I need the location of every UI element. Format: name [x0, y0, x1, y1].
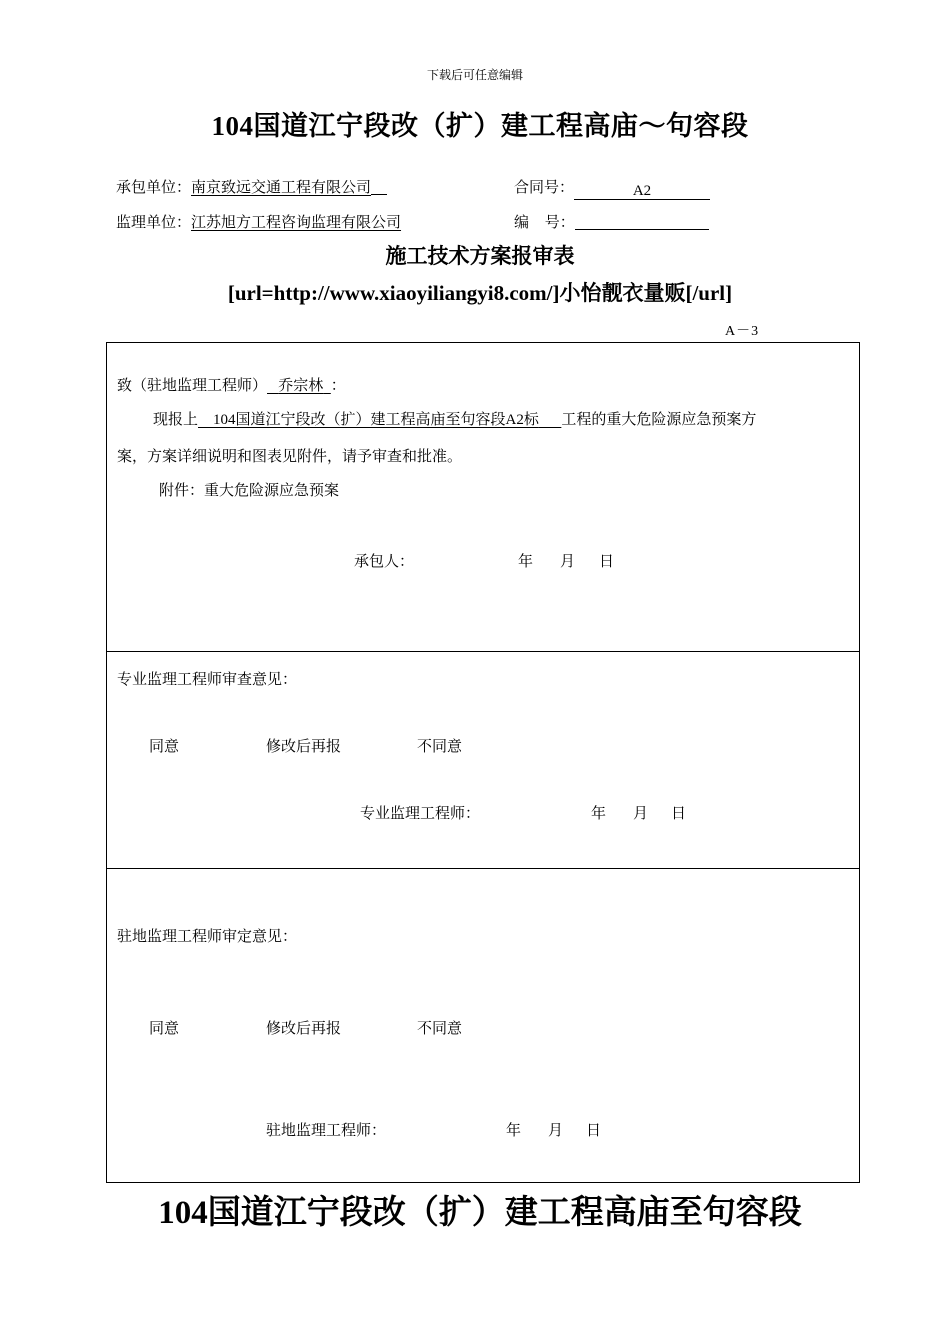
serial-no-label: 编 号：	[514, 215, 575, 231]
supervisor-label: 监理单位：	[116, 215, 192, 231]
specialist-review-heading: 专业监理工程师审查意见：	[117, 672, 298, 688]
specialist-review-section	[107, 652, 859, 869]
date-day: 日	[586, 1123, 602, 1139]
next-page-title: 104国道江宁段改（扩）建工程高庙至句容段	[158, 1195, 802, 1231]
serial-no-row	[514, 211, 709, 232]
date-month: 月	[560, 554, 576, 570]
header-note: 下载后可任意编辑	[426, 68, 523, 82]
date-year: 年	[518, 554, 534, 570]
report-suffix: 工程的重大危险源应急预案方	[561, 412, 757, 428]
contractor-underline	[371, 178, 387, 195]
specialist-signer-label: 专业监理工程师：	[360, 806, 481, 822]
contractor-value: 南京致远交通工程有限公司	[191, 180, 372, 196]
addressee-prefix: 致（驻地监理工程师）	[117, 378, 268, 394]
attachment-line: 附件：重大危险源应急预案	[159, 483, 340, 499]
resident-review-heading: 驻地监理工程师审定意见：	[117, 929, 298, 945]
option-agree[interactable]: 同意	[149, 1021, 180, 1037]
report-prefix: 现报上	[153, 412, 199, 428]
resident-review-section	[107, 869, 859, 1182]
report-line-2: 案，方案详细说明和图表见附件，请予审查和批准。	[117, 449, 463, 465]
option-resubmit[interactable]: 修改后再报	[266, 739, 342, 755]
contractor-label: 承包单位：	[116, 180, 192, 196]
date-month: 月	[633, 806, 649, 822]
serial-no-value	[575, 213, 709, 230]
option-disagree[interactable]: 不同意	[417, 739, 463, 755]
form-code: A－3	[725, 324, 760, 339]
contract-no-row	[514, 176, 710, 200]
page-title: 104国道江宁段改（扩）建工程高庙～句容段	[211, 111, 749, 141]
addressee-name-text: 乔宗林	[278, 378, 324, 394]
report-project	[198, 412, 561, 428]
resident-signer-label: 驻地监理工程师：	[266, 1123, 387, 1139]
contract-no-value: A2	[574, 183, 710, 200]
form-title: 施工技术方案报审表	[385, 244, 575, 268]
option-resubmit[interactable]: 修改后再报	[266, 1021, 342, 1037]
date-month: 月	[548, 1123, 564, 1139]
report-project-text: 104国道江宁段改（扩）建工程高庙至句容段A2标	[213, 412, 539, 428]
report-line-1	[153, 408, 756, 429]
contractor-signer-label: 承包人：	[354, 554, 415, 570]
form-subtitle: [url=http://www.xiaoyiliangyi8.com/]小怡靓衣量贩[/url]	[227, 281, 733, 305]
addressee-suffix: ：	[330, 378, 346, 394]
contract-no-label: 合同号：	[514, 180, 575, 196]
date-day: 日	[671, 806, 687, 822]
option-agree[interactable]: 同意	[149, 739, 180, 755]
date-day: 日	[599, 554, 615, 570]
review-form	[106, 342, 860, 1183]
addressee-line	[117, 374, 346, 395]
addressee-name	[267, 378, 331, 394]
supervisor-value: 江苏旭方工程咨询监理有限公司	[191, 215, 402, 231]
submission-section	[107, 343, 859, 652]
option-disagree[interactable]: 不同意	[417, 1021, 463, 1037]
date-year: 年	[506, 1123, 522, 1139]
supervisor-row	[116, 211, 401, 232]
contractor-row	[116, 176, 387, 197]
date-year: 年	[591, 806, 607, 822]
